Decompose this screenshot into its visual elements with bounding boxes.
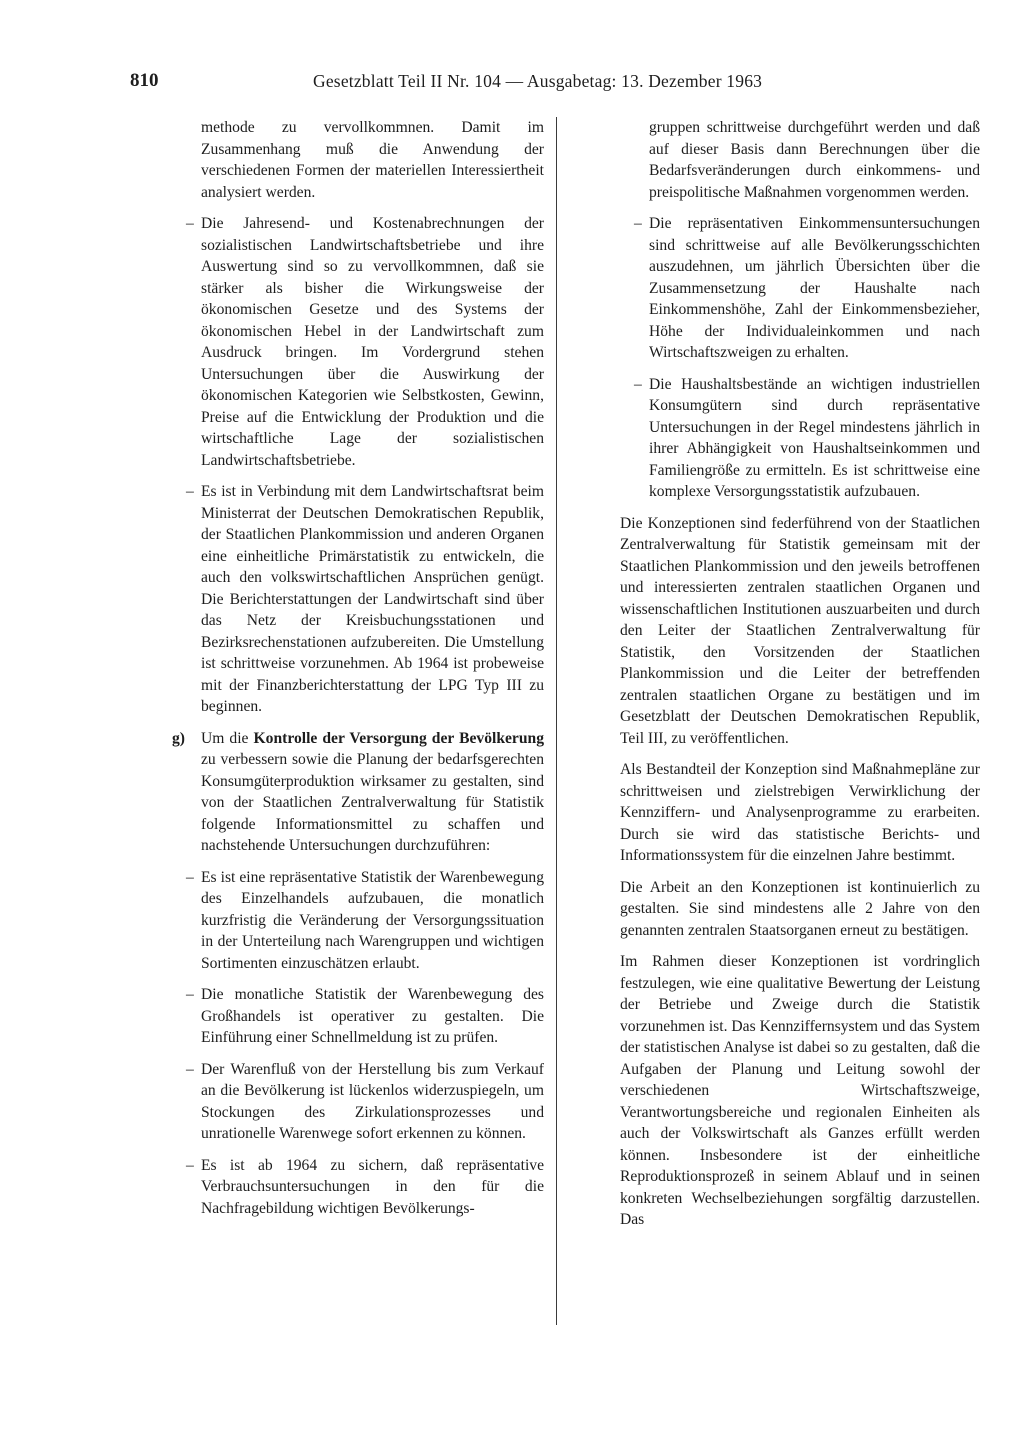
g-subitem-retail-statistics: – Es ist eine repräsentative Statistik der Warenbewegung des Einzelhandels aufzubauen, die monatlich kurzfristig die Veränderung der Versorgungssituation in der Unterteilung nach Warengruppen und wichtigen Sortimenten einzuschätzen erlaubt. bbox=[186, 867, 544, 975]
item-g bbox=[172, 728, 544, 857]
right-dash-item-income-surveys: – Die repräsentativen Einkommensuntersuchungen sind schrittweise auf alle Bevölkerungsschichten auszudehnen, um jährlich Übersichten über die Zusammensetzung der Haushalte nach Einkommenshöhe, Zahl der Einkommensbezieher, Höhe der Individualeinkommen und nach Wirtschaftszweigen zu erhalten. bbox=[620, 213, 980, 364]
item-g-lead: Um die bbox=[201, 729, 249, 747]
page-header bbox=[130, 70, 800, 100]
item-g-rest: zu verbessern sowie die Planung der bedarfsgerechten Konsumgüterproduktion wirksamer zu gestalten, sind von der Staatlichen Zentralverwaltung für Statistik folgende Informationsmittel zu schaffen und nachstehende Untersuchungen durchzuführen: bbox=[201, 751, 544, 854]
page-number: 810 bbox=[130, 70, 159, 91]
running-title: Gesetzblatt Teil II Nr. 104 — Ausgabetag: 13. Dezember 1963 bbox=[313, 71, 763, 91]
left-intro-continuation: methode zu vervollkommnen. Damit im Zusammenhang muß die Anwendung der verschiedenen Formen der materiellen Interessiertheit analysiert werden. bbox=[201, 119, 544, 201]
paragraph-evaluation: Im Rahmen dieser Konzeptionen ist vordringlich festzulegen, wie eine qualitative Bewertung der Leistung der Betriebe und Zweige durch die Statistik vorzunehmen ist. Das Kennziffernsystem und das System der statistischen Analyse ist dabei so zu gestalten, daß die Aufgaben der Planung und Leitung sowohl der verschiedenen Wirtschaftszweige, Verantwortungsbereiche und regionalen Einheiten als auch der Volkswirtschaft als Ganzes erfüllt werden können. Insbesondere ist der einheitliche Reproduktionsprozeß in seinem Ablauf und in seinen konkreten Wechselbeziehungen sorgfältig darzustellen. Das bbox=[620, 953, 980, 1228]
column-divider bbox=[556, 117, 557, 1325]
left-dash-item-accounting: – Die Jahresend- und Kostenabrechnungen der sozialistischen Landwirtschaftsbetriebe und ihre Auswertung sind so zu vervollkommnen, daß sie stärker als bisher die Wirkungsweise der ökonomischen Gesetze und des Systems der ökonomischen Hebel in der Landwirtschaft zum Ausdruck bringen. Im Vordergrund stehen Untersuchungen über die Auswirkung der ökonomischen Kategorien wie Selbstkosten, Gewinn, Preise auf die Entwicklung der Produktion und die wirtschaftliche Lage der sozialistischen Landwirtschaftsbetriebe. bbox=[172, 213, 544, 471]
left-column bbox=[172, 117, 544, 1229]
paragraph-continuity: Die Arbeit an den Konzeptionen ist kontinuierlich zu gestalten. Sie sind mindestens alle 2 Jahre von den genannten zentralen Staatsorganen erneut zu bestätigen. bbox=[620, 878, 980, 939]
g-subitem-goods-flow: – Der Warenfluß von der Herstellung bis zum Verkauf an die Bevölkerung ist lückenlos widerzuspiegeln, um Stockungen des Zirkulationsprozesses und unrationelle Warenwege sofort erkennen zu können. bbox=[186, 1059, 544, 1145]
right-column bbox=[620, 117, 980, 1241]
paragraph-measures: Als Bestandteil der Konzeption sind Maßnahmepläne zur schrittweisen und zielstrebigen Verwirklichung der Kennziffern- und Analysenprogramme zu erarbeiten. Durch sie wird das statistische Berichts- und Informationssystem für die einzelnen Jahre bestimmt. bbox=[620, 761, 980, 864]
left-dash-item-primary-statistics: – Es ist in Verbindung mit dem Landwirtschaftsrat beim Ministerrat der Deutschen Demokratischen Republik, der Staatlichen Plankommission und anderen Organen eine einheitliche Primärstatistik zu entwickeln, die auch den volkswirtschaftlichen Ansprüchen genügt. Die Berichterstattungen der Landwirtschaft sind über das Netz der Kreisbuchungsstationen und Bezirksrechenstationen aufzubereiten. Die Umstellung ist schrittweise vorzunehmen. Ab 1964 ist probeweise mit der Finanzberichterstattung der LPG Typ III zu beginnen. bbox=[172, 481, 544, 718]
g-subitem-consumption-surveys: – Es ist ab 1964 zu sichern, daß repräsentative Verbrauchsuntersuchungen in den für die Nachfragebildung wichtigen Bevölkerungs- bbox=[186, 1155, 544, 1220]
g-subitem-wholesale-statistics: – Die monatliche Statistik der Warenbewegung des Großhandels ist operativer zu gestalten. Die Einführung einer Schnellmeldung ist zu prüfen. bbox=[186, 984, 544, 1049]
item-g-subitems bbox=[172, 867, 544, 1220]
paragraph-concepts: Die Konzeptionen sind federführend von der Staatlichen Zentralverwaltung für Statistik gemeinsam mit der Staatlichen Plankommission und den jeweils betroffenen und interessierten zentralen staatlichen Organen und wissenschaftlichen Institutionen auszuarbeiten und durch den Leiter der Staatlichen Zentralverwaltung für Statistik, den Vorsitzenden der Staatlichen Plankommission und die Leiter der betreffenden zentralen staatlichen Organe zu bestätigen und im Gesetzblatt der Deutschen Demokratischen Republik, Teil III, zu veröffentlichen. bbox=[620, 514, 980, 747]
item-g-marker: g) bbox=[172, 729, 185, 747]
right-dash-item-household-goods: – Die Haushaltsbestände an wichtigen industriellen Konsumgütern sind durch repräsentative Untersuchungen in der Regel mindestens jährlich in ihrer Abhängigkeit von Haushaltseinkommen und Familiengröße zu ermitteln. Es ist schrittweise eine komplexe Versorgungsstatistik aufzubauen. bbox=[620, 374, 980, 503]
right-continuation: gruppen schrittweise durchgeführt werden und daß auf dieser Basis dann Berechnungen über die Bedarfsveränderungen durch einkommens- und preispolitische Maßnahmen vorgenommen werden. bbox=[649, 119, 980, 201]
item-g-bold-phrase: Kontrolle der Versorgung der Bevölkerung bbox=[253, 729, 544, 747]
